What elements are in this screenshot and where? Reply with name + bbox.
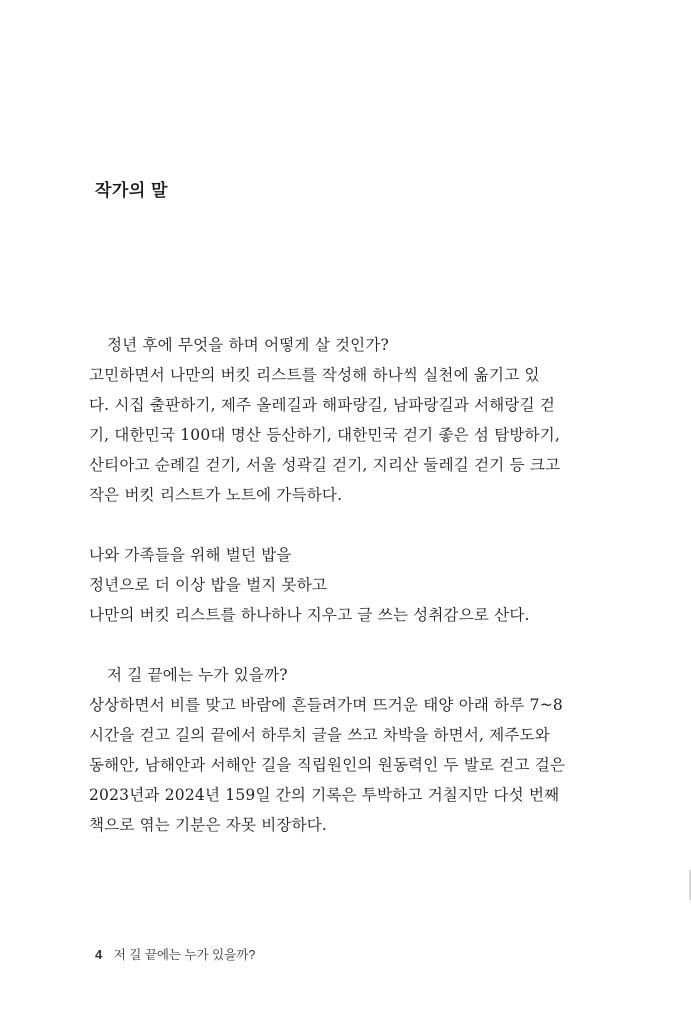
page-title: 작가의 말 (95, 181, 168, 200)
paragraph-gap (89, 510, 589, 540)
page-footer (95, 945, 255, 963)
text-line: 저 길 끝에는 누가 있을까? (107, 666, 288, 684)
page-number: 4 (95, 947, 103, 962)
text-line: 작은 버킷 리스트가 노트에 가득하다. (89, 486, 343, 504)
body-text (89, 330, 589, 840)
text-line: 기, 대한민국 100대 명산 등산하기, 대한민국 걷기 좋은 섬 탐방하기, (89, 426, 561, 444)
paragraph (89, 540, 589, 630)
paragraph (89, 330, 589, 510)
text-line: 나만의 버킷 리스트를 하나하나 지우고 글 쓰는 성취감으로 산다. (89, 606, 530, 624)
text-line: 책으로 엮는 기분은 자못 비장하다. (89, 816, 328, 834)
text-line: 상상하면서 비를 맞고 바람에 흔들려가며 뜨거운 태양 아래 하루 7~8 (89, 696, 563, 714)
text-line: 고민하면서 나만의 버킷 리스트를 작성해 하나씩 실천에 옮기고 있 (89, 366, 540, 384)
text-line: 나와 가족들을 위해 벌던 밥을 (89, 546, 292, 564)
running-title: 저 길 끝에는 누가 있을까? (113, 948, 256, 962)
text-line: 정년으로 더 이상 밥을 벌지 못하고 (89, 576, 328, 594)
text-line: 정년 후에 무엇을 하며 어떻게 살 것인가? (107, 336, 390, 354)
paragraph-gap (89, 630, 589, 660)
paragraph (89, 660, 589, 840)
text-line: 산티아고 순례길 걷기, 서울 성곽길 걷기, 지리산 둘레길 걷기 등 크고 (89, 456, 561, 474)
text-line: 2023년과 2024년 159일 간의 기록은 투박하고 거칠지만 다섯 번째 (89, 786, 560, 804)
text-line: 동해안, 남해안과 서해안 길을 직립원인의 원동력인 두 발로 걷고 걸은 (89, 756, 566, 774)
text-line: 다. 시집 출판하기, 제주 올레길과 해파랑길, 남파랑길과 서해랑길 걷 (89, 396, 556, 414)
text-line: 시간을 걷고 길의 끝에서 하루치 글을 쓰고 차박을 하면서, 제주도와 (89, 726, 550, 744)
